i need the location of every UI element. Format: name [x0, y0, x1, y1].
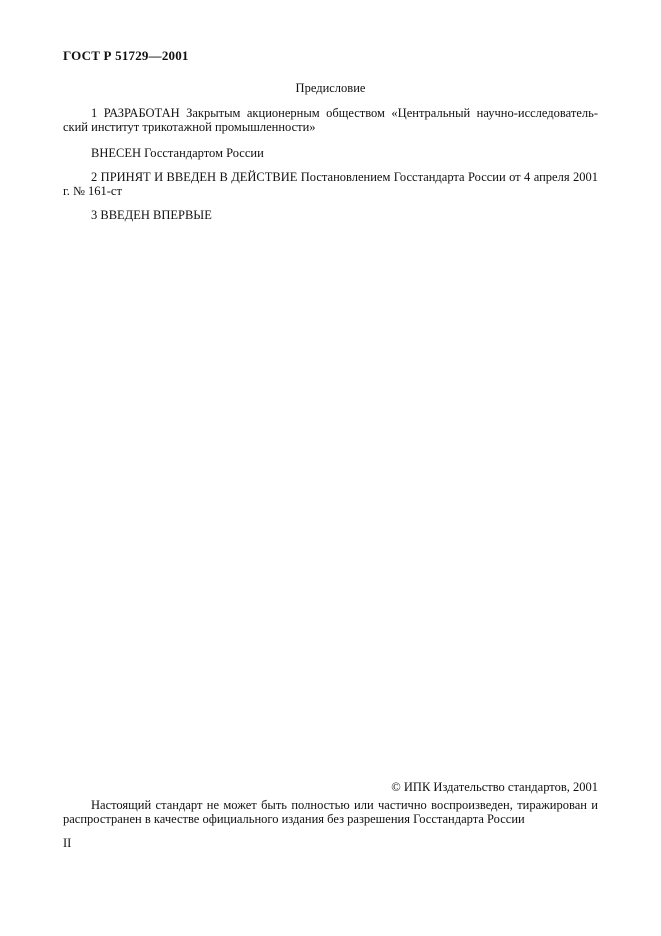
foreword-item-text: 1 РАЗРАБОТАН Закрытым акционерным обществом «Центральный научно-исследователь-ский институт трикотажной промышленности» [63, 106, 598, 134]
reproduction-notice [63, 798, 598, 826]
foreword-item-introduced [63, 146, 598, 160]
page-number: II [63, 836, 72, 850]
foreword-item-adopted [63, 170, 598, 198]
foreword-item-text: 3 ВВЕДЕН ВПЕРВЫЕ [91, 208, 212, 222]
foreword-item-first-introduced [63, 208, 598, 222]
reproduction-notice-text: Настоящий стандарт не может быть полностью или частично воспроизведен, тиражирован и распространен в качестве официального издания без разрешения Госстандарта России [63, 798, 598, 826]
foreword-item-text: 2 ПРИНЯТ И ВВЕДЕН В ДЕЙСТВИЕ Постановлением Госстандарта России от 4 апреля 2001 г. № 161-ст [63, 170, 598, 198]
standard-code: ГОСТ Р 51729—2001 [63, 48, 189, 63]
foreword-item-text: ВНЕСЕН Госстандартом России [91, 146, 264, 160]
copyright-line: © ИПК Издательство стандартов, 2001 [391, 780, 598, 794]
foreword-item-developed [63, 106, 598, 134]
foreword-title: Предисловие [295, 81, 366, 95]
